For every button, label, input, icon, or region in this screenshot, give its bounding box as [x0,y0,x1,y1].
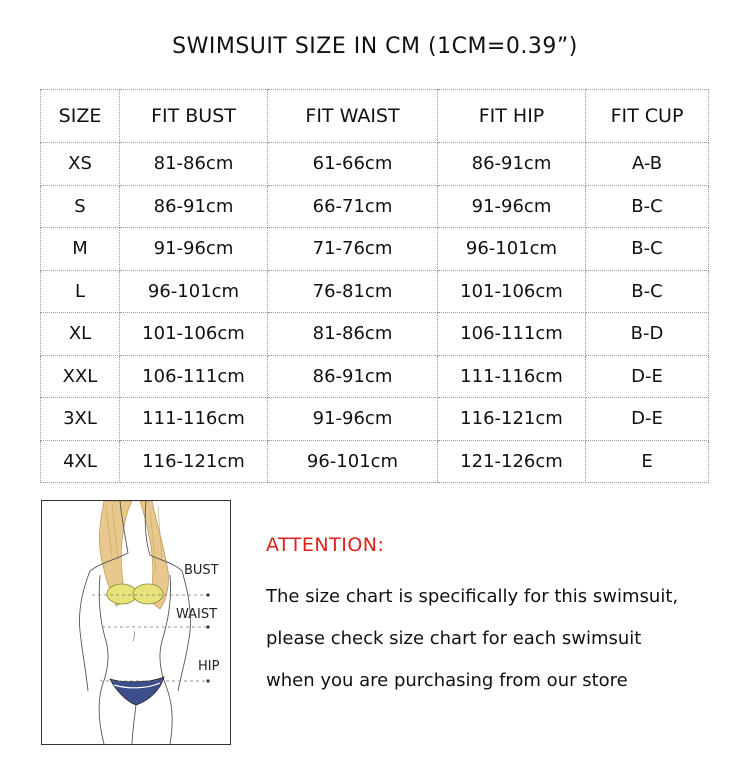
table-cell: 81-86cm [120,143,268,186]
table-cell: B-C [586,270,709,313]
table-row [41,228,709,271]
hip-label: HIP [198,659,220,674]
table-row [41,270,709,313]
table-cell: 101-106cm [120,313,268,356]
table-cell: 81-86cm [268,313,438,356]
measurement-figure [41,500,231,745]
table-cell: 3XL [41,398,120,441]
table-cell: 111-116cm [438,355,586,398]
table-cell: S [41,185,120,228]
table-cell: 116-121cm [120,440,268,483]
table-cell: E [586,440,709,483]
table-row [41,143,709,186]
table-cell: 86-91cm [438,143,586,186]
attention-line-1: The size chart is specifically for this swimsuit, [266,586,679,607]
table-cell: B-C [586,185,709,228]
table-row [41,355,709,398]
table-header-cell: FIT CUP [586,90,709,143]
page-title: SWIMSUIT SIZE IN CM (1CM=0.39”) [172,34,578,59]
table-cell: 106-111cm [438,313,586,356]
table-cell: D-E [586,398,709,441]
table-row [41,440,709,483]
body-sketch-illustration [42,501,230,744]
table-cell: 66-71cm [268,185,438,228]
table-row [41,398,709,441]
table-cell: XS [41,143,120,186]
table-cell: 111-116cm [120,398,268,441]
table-cell: 96-101cm [120,270,268,313]
table-cell: 76-81cm [268,270,438,313]
table-cell: 61-66cm [268,143,438,186]
table-cell: A-B [586,143,709,186]
table-header-row [41,90,709,143]
table-row [41,185,709,228]
table-cell: 96-101cm [438,228,586,271]
table-cell: XXL [41,355,120,398]
table-cell: 101-106cm [438,270,586,313]
attention-heading: ATTENTION: [266,534,385,556]
table-header-cell: SIZE [41,90,120,143]
waist-label: WAIST [176,607,218,622]
table-cell: 86-91cm [120,185,268,228]
attention-line-3: when you are purchasing from our store [266,670,628,691]
table-cell: 86-91cm [268,355,438,398]
table-header-cell: FIT BUST [120,90,268,143]
table-cell: XL [41,313,120,356]
table-cell: B-C [586,228,709,271]
table-cell: 106-111cm [120,355,268,398]
table-cell: B-D [586,313,709,356]
table-header-cell: FIT WAIST [268,90,438,143]
table-cell: 121-126cm [438,440,586,483]
attention-line-2: please check size chart for each swimsuit [266,628,642,649]
table-cell: 91-96cm [438,185,586,228]
table-cell: 91-96cm [268,398,438,441]
table-cell: L [41,270,120,313]
bust-label: BUST [184,563,219,578]
table-header-cell: FIT HIP [438,90,586,143]
table-cell: 71-76cm [268,228,438,271]
table-cell: D-E [586,355,709,398]
table-cell: 116-121cm [438,398,586,441]
table-row [41,313,709,356]
table-cell: 4XL [41,440,120,483]
table-cell: 96-101cm [268,440,438,483]
table-cell: M [41,228,120,271]
table-cell: 91-96cm [120,228,268,271]
size-chart-table [40,89,709,483]
